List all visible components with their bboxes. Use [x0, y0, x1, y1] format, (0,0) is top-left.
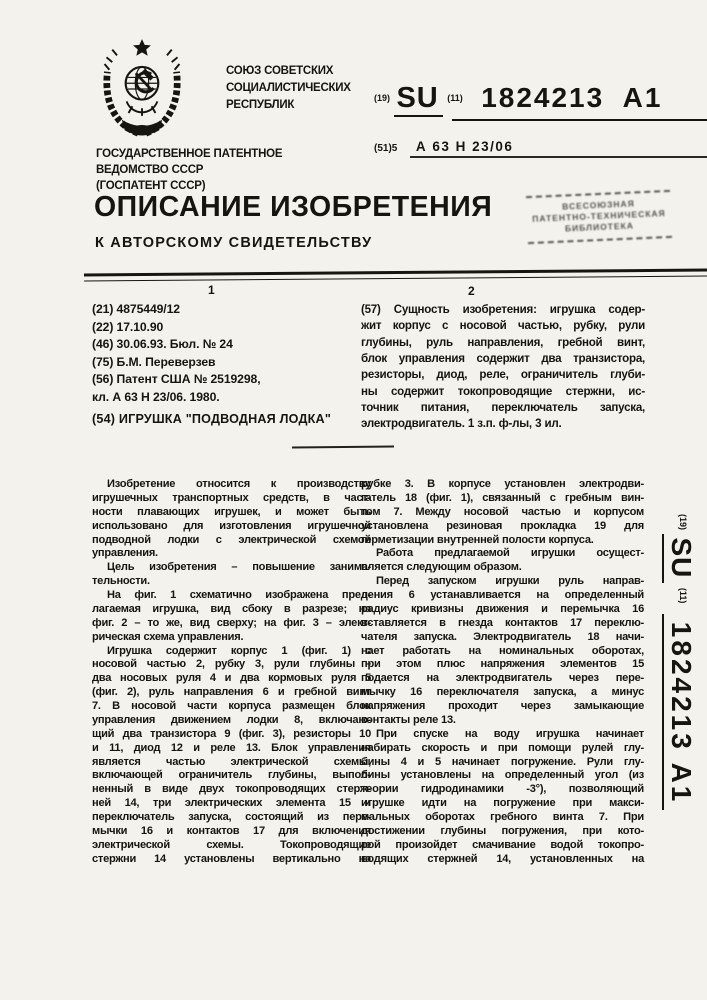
ipc-underline: [410, 156, 707, 158]
side-document-number: 1824213 А1: [662, 614, 697, 811]
ipc-classification-row: [374, 138, 513, 156]
document-number: 1824213: [481, 82, 605, 113]
country-code: SU: [394, 82, 442, 117]
header-double-rule: [84, 269, 707, 282]
abstract-text: (57) Сущность изобретения: игрушка содер- жит корпус с носовой частью, рубку, рули глубины, руль направления, гребной винт, блок управления содержит два транзистора, резисторы, диод, реле, ограничитель глуби- ны содержит токопроводящие стержни, ис- точник питания, переключатель запуска, электродвигатель. 1 з.п. ф-лы, 3 ил.: [361, 303, 645, 431]
ipc-code: А 63 Н 23/06: [415, 139, 514, 154]
inid-11-label: (11): [447, 93, 463, 103]
union-name: СОЮЗ СОВЕТСКИХ СОЦИАЛИСТИЧЕСКИХ РЕСПУБЛИК: [226, 65, 351, 111]
patent-office-name: ГОСУДАРСТВЕННОЕ ПАТЕНТНОЕ ВЕДОМСТВО СССР (ГОСПАТЕНТ СССР): [96, 148, 283, 192]
ussr-coat-of-arms-icon: [94, 37, 190, 141]
invention-title-line: (54) ИГРУШКА "ПОДВОДНАЯ ЛОДКА": [92, 412, 332, 426]
column-number-left: 1: [208, 283, 215, 297]
inid-51-label: (51)5: [374, 143, 398, 154]
inid-19-label: (19): [374, 93, 391, 103]
publication-number-row: [374, 82, 704, 115]
column-number-right: 2: [468, 284, 475, 298]
document-title: ОПИСАНИЕ ИЗОБРЕТЕНИЯ: [94, 191, 493, 223]
number-underline: [452, 119, 707, 121]
side-inid-19-label: (19): [678, 514, 688, 531]
body-column-left: Изобретение относится к производству игрушечных транспортных средств, в част- ности плавающих игрушек, и может быть использовано для изготовления игрушечной подводной лодки с электрической схемой управления. Цель изобретения – повышение занима- тельности. На фиг. 1 схематично изображена пред- лагаемая игрушка, вид сбоку в разрезе; на фиг. 2 – то же, вид сверху; на фиг. 3 – элект- рическая схема управления. Игрушка содержит корпус 1 (фиг. 1) с носовой частью 2, рубку 3, рули глубины – два носовых руля 4 и два кормовых руля 5 (фиг. 2), руль направления 6 и гребной винт 7. В носовой части корпуса размещен блок управления движением лодки 8, включаю- щий два транзистора 9 (фиг. 3), резисторы 10 и 11, диод 12 и реле 13. Блок управления является частью электрической схемы, включающей ограничитель глубины, выпол- ненный в виде двух токопроводящих стерж- ней 14, три электрических элемента 15 и переключатель запуска, состоящий из пере- мычки 16 и контактов 17 для включения электрической схемы. Токопроводящие стержни 14 установлены вертикально на: [92, 478, 371, 865]
body-column-right: рубке 3. В корпусе установлен электродви- гатель 18 (фиг. 1), связанный с гребным вин- том 7. Между носовой частью и корпусом установлена резиновая прокладка 19 для герметизации внутренней полости корпуса. Работа предлагаемой игрушки осущест- вляется следующим образом. Перед запуском игрушки руль направ- ления 6 устанавливается на определенный радиус кривизны движения и перемычка 16 вставляется в гнезда контактов 17 переклю- чателя запуска. Электродвигатель 18 начи- нает работать на номинальных оборотах, при этом плюс напряжения элементов 15 подается на электродвигатель через пере- мычку 16 переключателя запуска, а минус напряжения проходит через замыкающие контакты реле 13. При спуске на воду игрушка начинает набирать скорость и при помощи рулей глу- бины 4 и 5 начинает погружение. Рули глу- бины установлены на определенный угол (из теории гидродинамики -3°), позволяющий игрушке идти на погружение при макси- мальных оборотах гребного винта 7. При достижении глубины погружения, при кото- рой произойдет смачивание водой токопро- водящих стержней 14, установленных на: [361, 478, 644, 865]
kind-code: A1: [622, 82, 663, 113]
side-publication-id: [645, 514, 697, 852]
document-subtitle: К АВТОРСКОМУ СВИДЕТЕЛЬСТВУ: [95, 235, 373, 251]
bibliographic-data: (21) 4875449/12 (22) 17.10.90 (46) 30.06.93. Бюл. № 24 (75) Б.М. Переверзев (56) Патент США № 2519298, кл. А 63 Н 23/06. 1980.: [92, 302, 261, 404]
library-ink-stamp: ВСЕСОЮЗНАЯ ПАТЕНТНО-ТЕХНИЧЕСКАЯ БИБЛИОТЕКА: [526, 190, 672, 244]
side-inid-11-label: (11): [678, 587, 688, 604]
side-country-code: SU: [662, 534, 697, 583]
section-divider: [292, 445, 394, 448]
